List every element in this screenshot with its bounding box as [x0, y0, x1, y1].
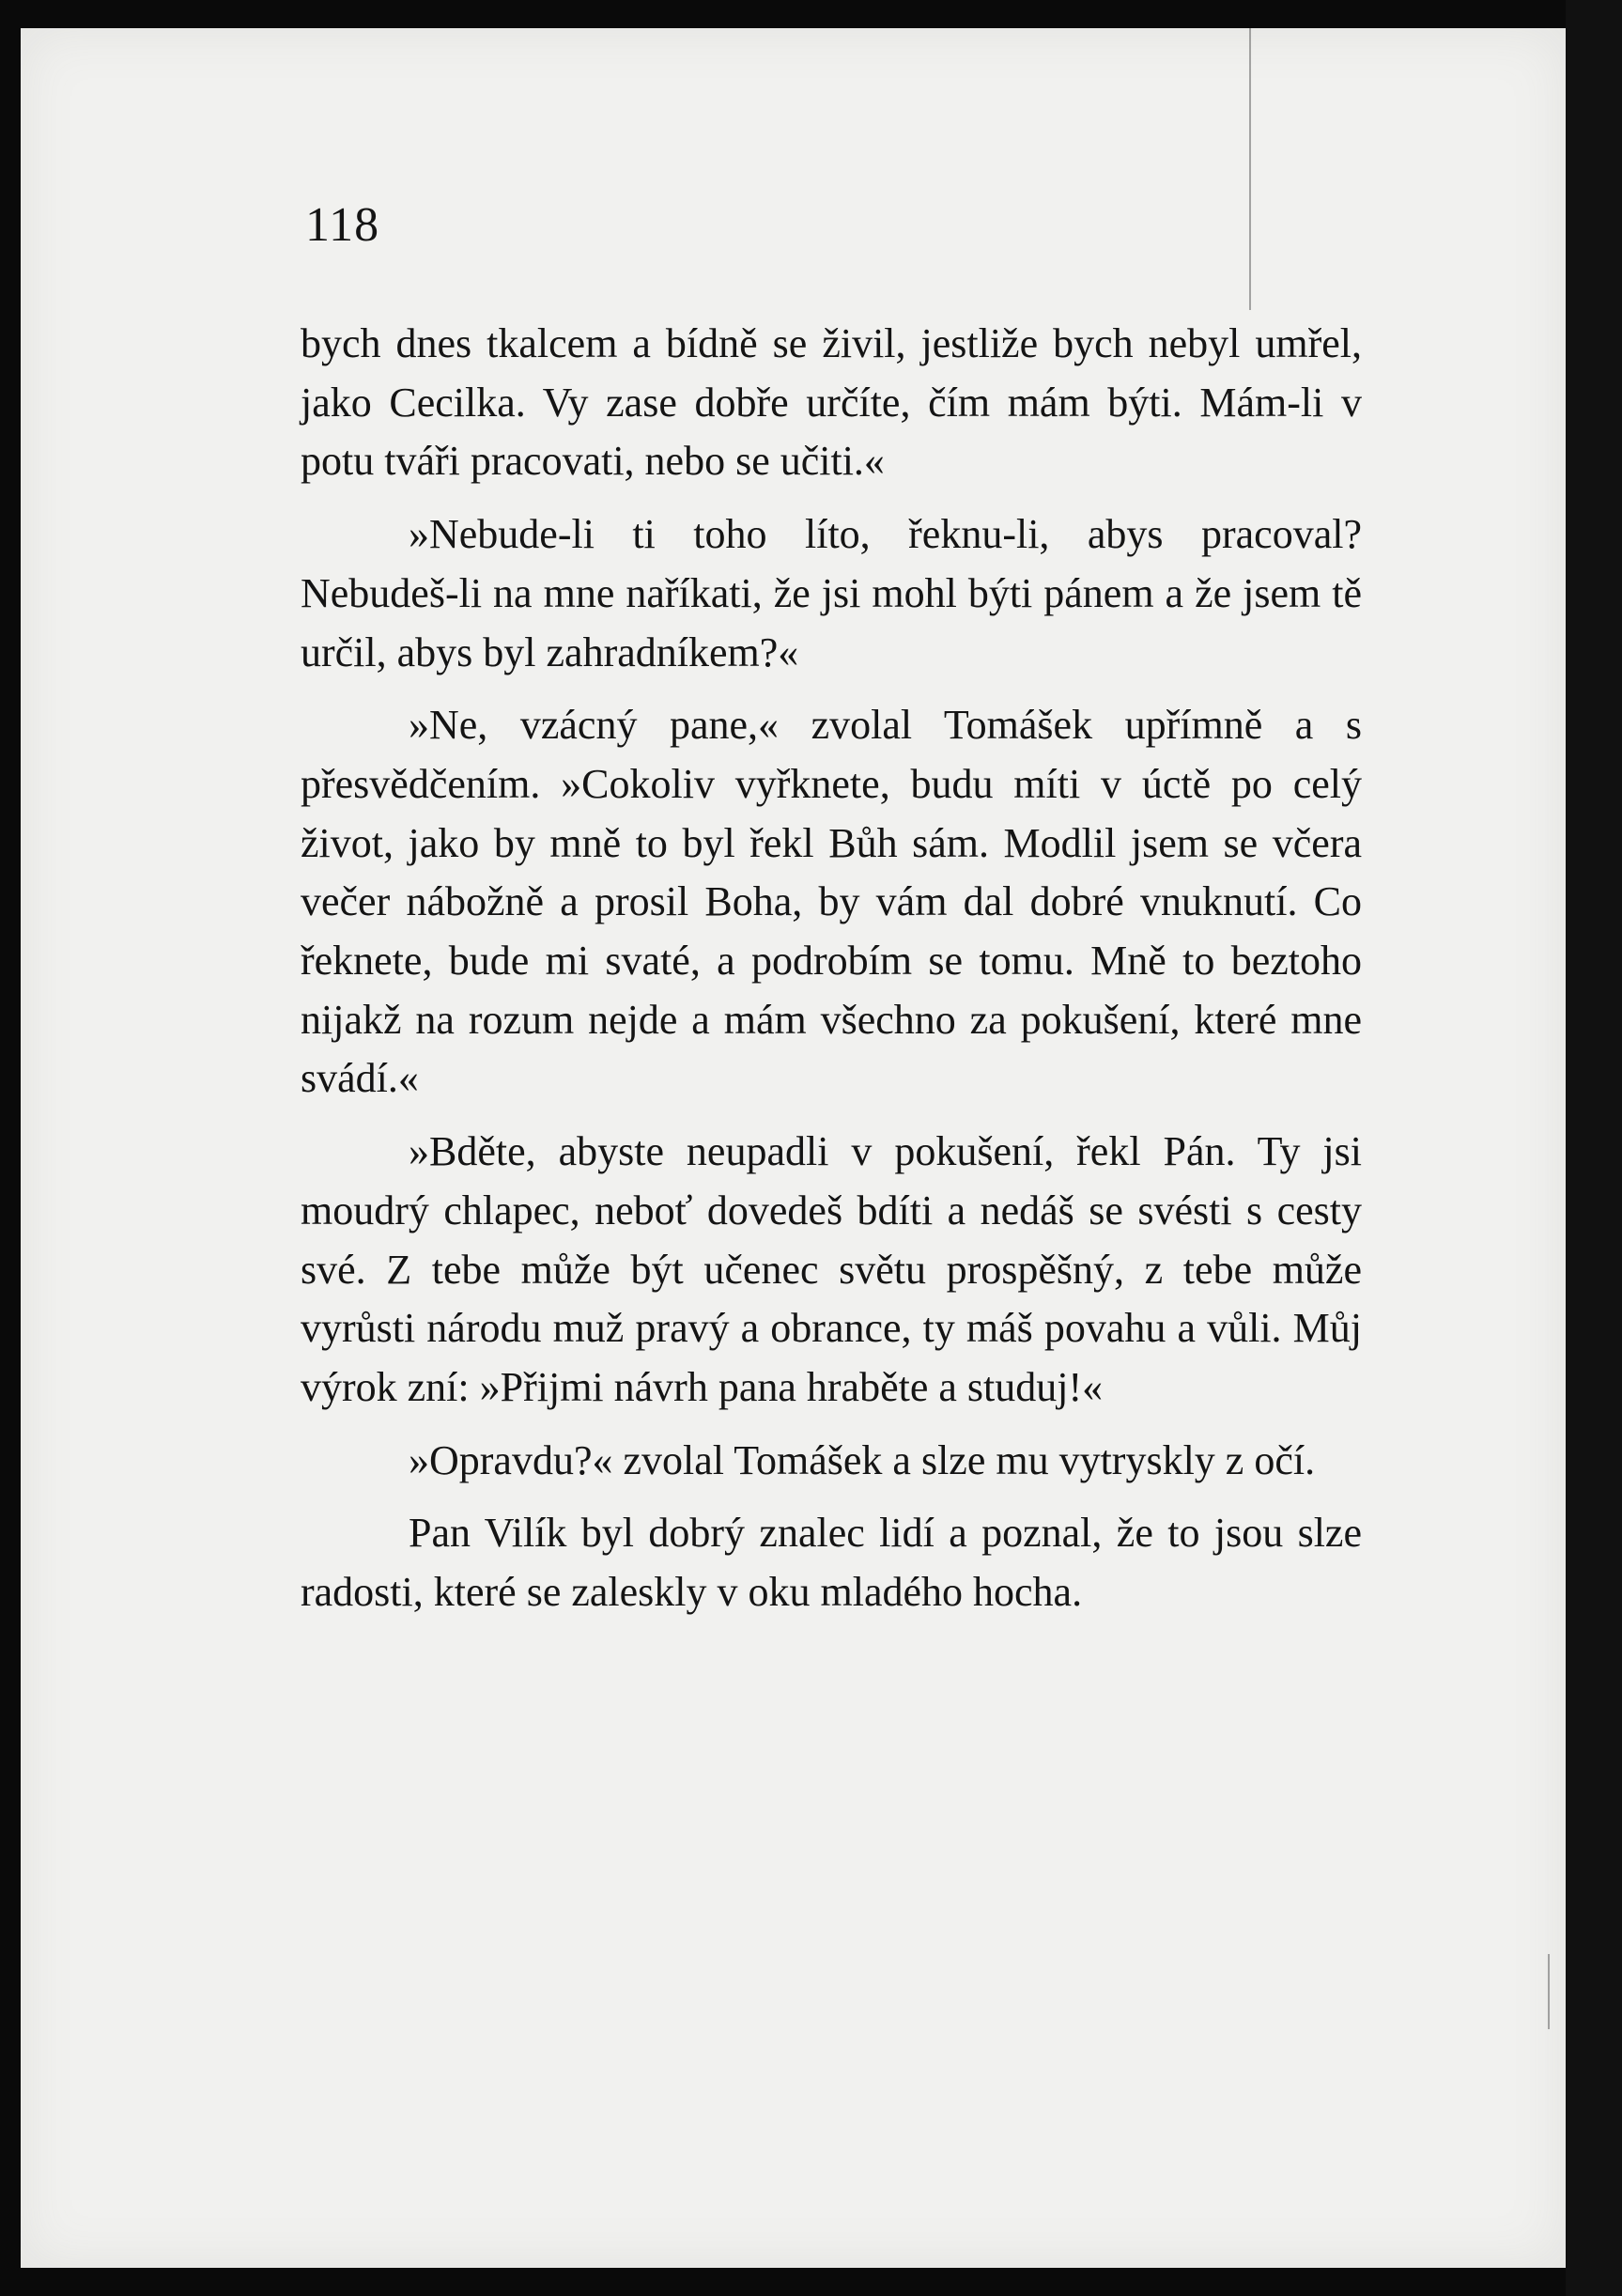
scan-border [1566, 0, 1622, 2296]
paragraph: »Bděte, abyste neupadli v pokušení, řekl Pán. Ty jsi moudrý chlapec, neboť dovedeš bdíti a nedáš se svésti s cesty své. Z tebe může být učenec světu prospěšný, z tebe může vyrůsti národu muž pravý a obrance, ty máš povahu a vůli. Můj výrok zní: »Přijmi návrh pana hraběte a studuj!« [301, 1128, 1362, 1410]
paragraph: »Nebude-li ti toho líto, řeknu-li, abys pracoval? Nebudeš-li na mne naříkati, že jsi mohl býti pánem a že jsem tě určil, abys byl zahradníkem?« [301, 511, 1362, 675]
scan-edge-mark [1249, 28, 1251, 310]
body-text [301, 315, 1362, 1622]
page-number: 118 [305, 198, 380, 252]
scan-edge-mark [1548, 1954, 1550, 2029]
paragraph: »Opravdu?« zvolal Tomášek a slze mu vytryskly z očí. [409, 1436, 1316, 1483]
paragraph: Pan Vilík byl dobrý znalec lidí a poznal, že to jsou slze radosti, které se zaleskly v oku mladého hocha. [301, 1510, 1362, 1616]
paragraph: bych dnes tkalcem a bídně se živil, jestliže bych nebyl umřel, jako Cecilka. Vy zase dobře určíte, čím mám býti. Mám-li v potu tváři pracovati, nebo se učiti.« [301, 320, 1362, 485]
paragraph: »Ne, vzácný pane,« zvolal Tomášek upřímně a s přesvědčením. »Cokoliv vyřknete, budu míti v úctě po celý život, jako by mně to byl řekl Bůh sám. Modlil jsem se včera večer nábožně a prosil Boha, by vám dal dobré vnuknutí. Co řeknete, bude mi svaté, a podrobím se tomu. Mně to beztoho nijakž na rozum nejde a mám všechno za pokušení, které mne svádí.« [301, 702, 1362, 1102]
